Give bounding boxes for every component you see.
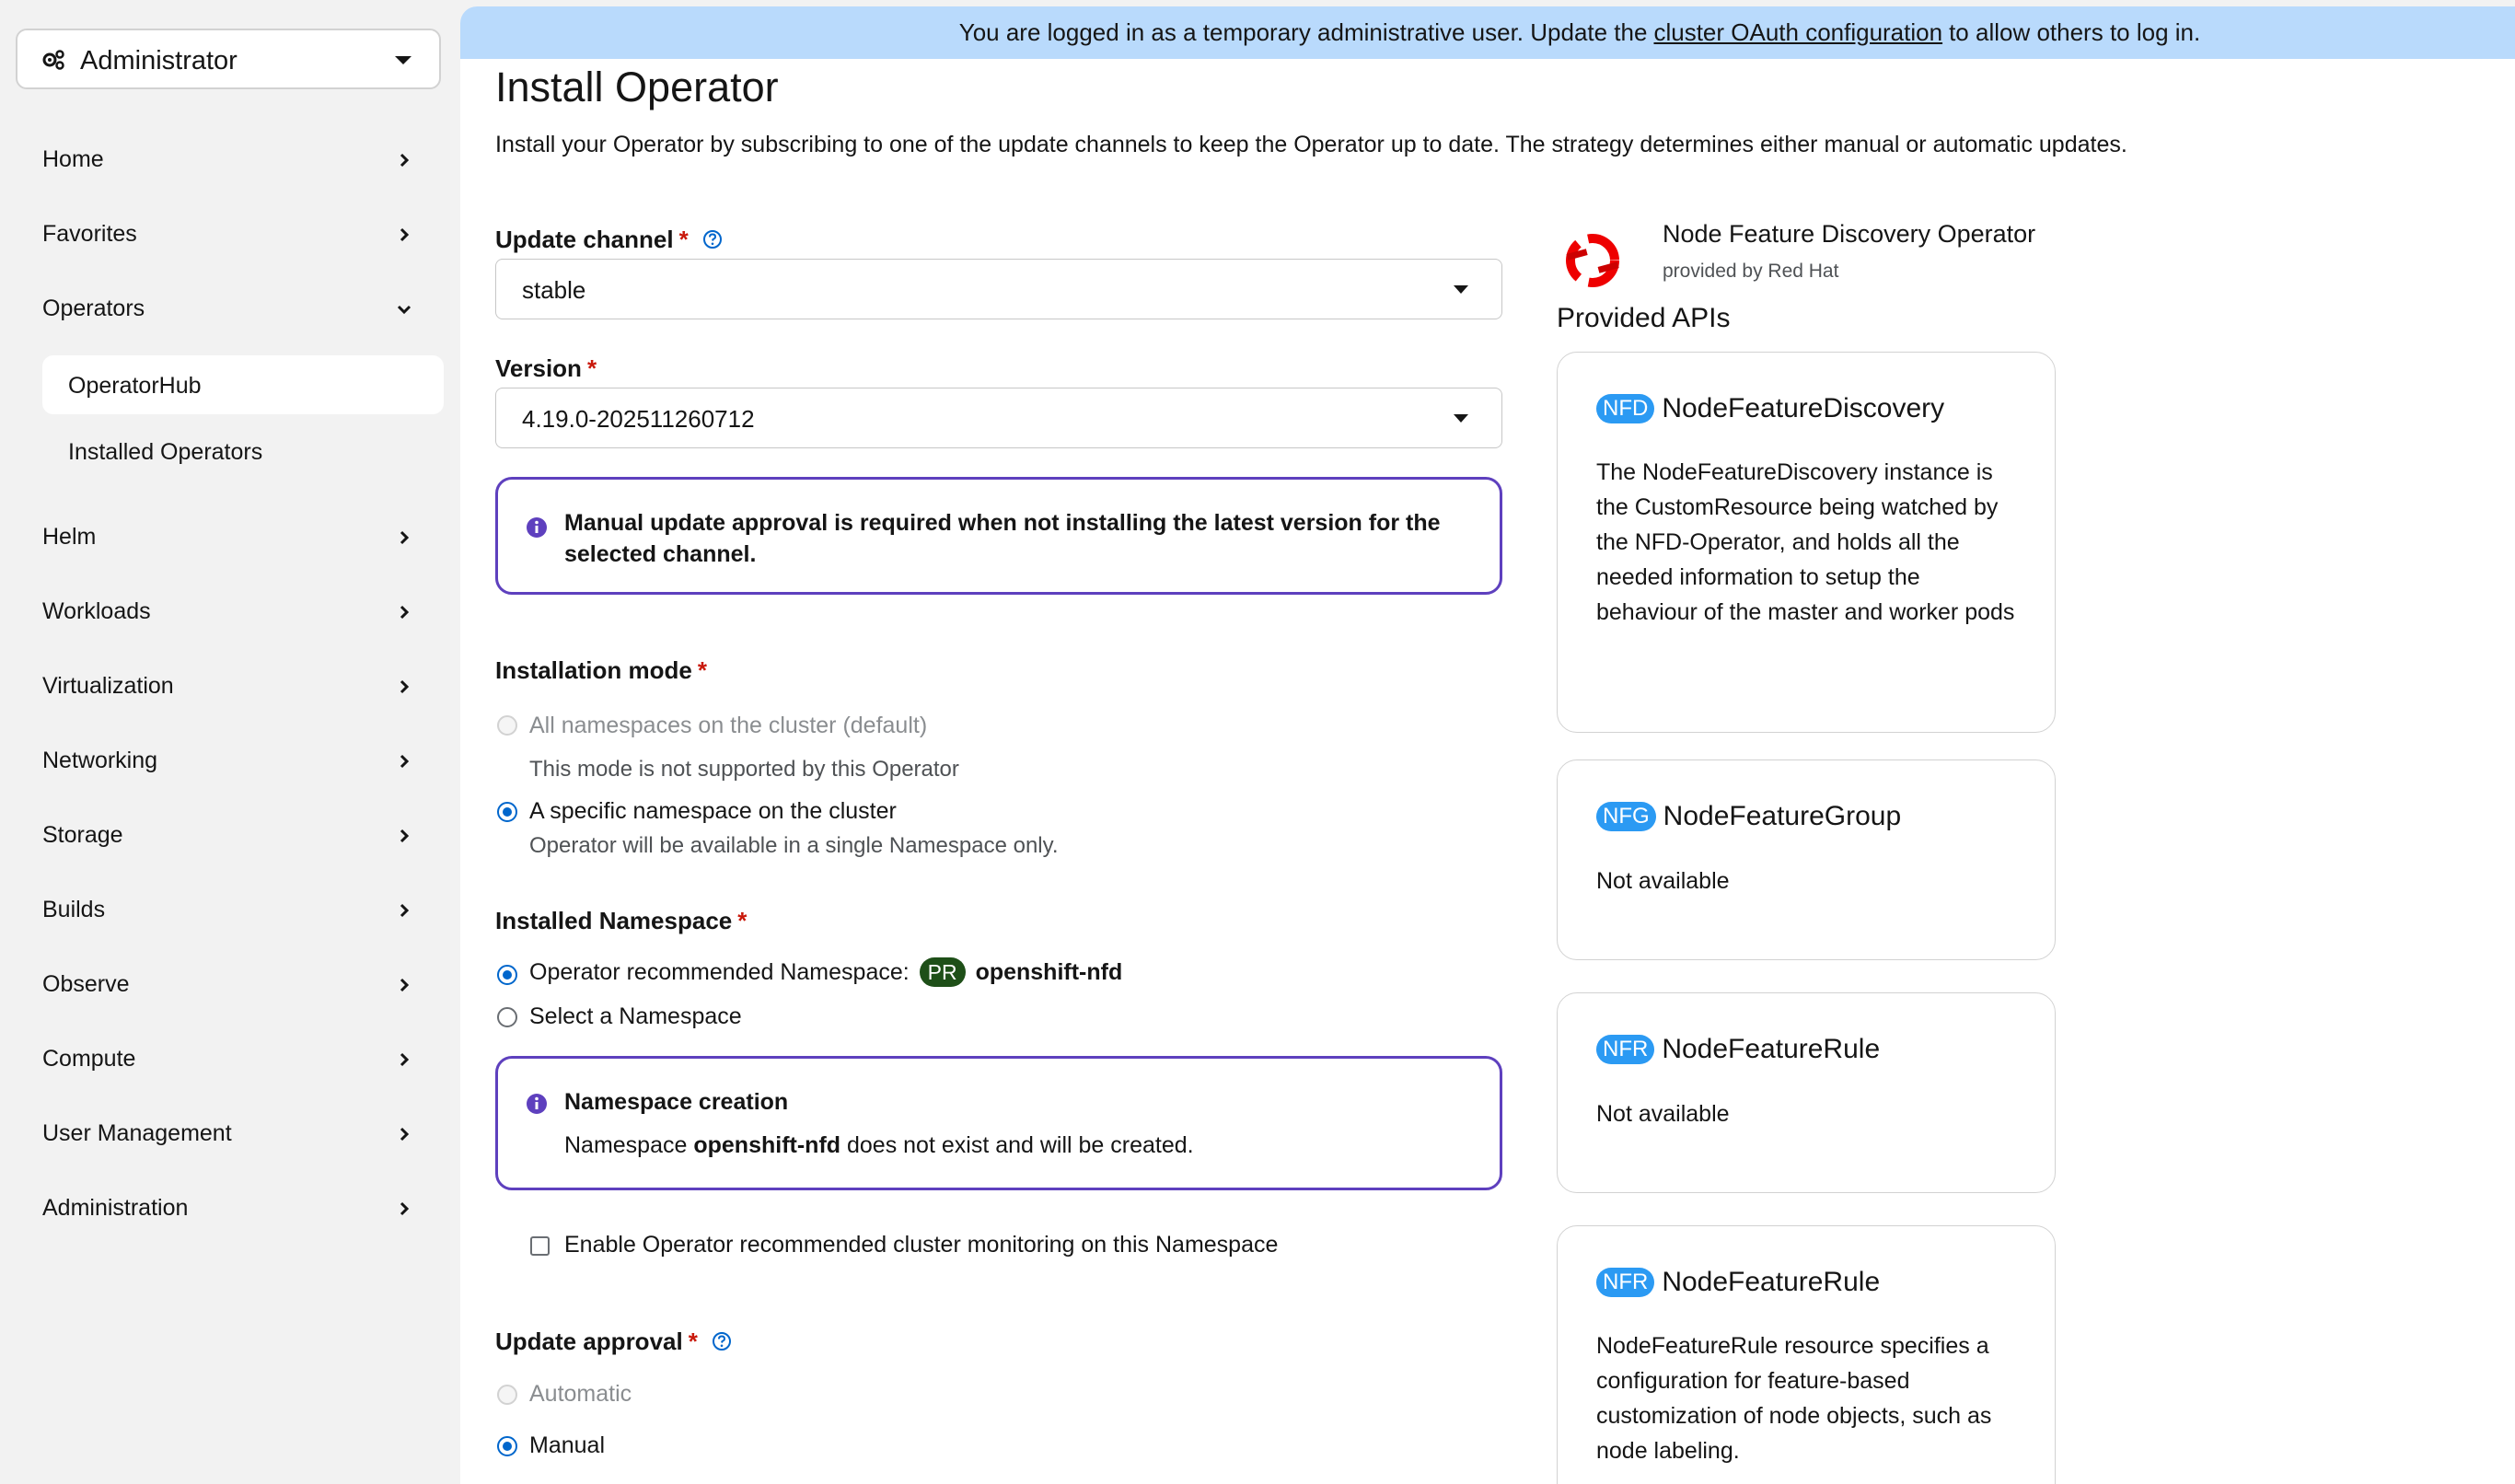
required-mark: *: [688, 1327, 698, 1355]
required-mark: *: [586, 354, 597, 382]
specific-namespace-radio[interactable]: [497, 802, 517, 822]
nav-item-observe[interactable]: [26, 960, 431, 1012]
api-card-title: [1596, 393, 1944, 424]
recommended-namespace-radio[interactable]: [497, 965, 517, 985]
provided-apis-heading: Provided APIs: [1557, 303, 1731, 333]
help-icon[interactable]: [702, 229, 723, 249]
select-namespace-label[interactable]: Select a Namespace: [529, 1003, 742, 1029]
namespace-alert-title: Namespace creation: [564, 1089, 789, 1115]
temporary-admin-banner: [460, 6, 2515, 59]
chevron-down-icon: [394, 299, 414, 319]
chevron-right-icon: [394, 751, 414, 771]
nav-item-virtualization[interactable]: [26, 662, 431, 713]
api-card-title: [1596, 1267, 1880, 1298]
chevron-right-icon: [394, 225, 414, 245]
nav-item-helm[interactable]: [26, 513, 431, 564]
update-channel-select[interactable]: [495, 259, 1502, 319]
all-namespaces-label: All namespaces on the cluster (default): [529, 713, 928, 738]
required-mark: *: [737, 907, 748, 934]
manual-approval-label[interactable]: Manual: [529, 1432, 605, 1458]
nav-item-operators[interactable]: [26, 284, 431, 336]
sidebar-item-operatorhub[interactable]: [42, 355, 444, 414]
update-channel-value: stable: [522, 276, 586, 304]
caret-down-icon: [1454, 414, 1468, 423]
page-title: Install Operator: [495, 64, 779, 110]
namespace-alert-before: Namespace: [564, 1132, 688, 1158]
nav-label: OperatorHub: [68, 373, 202, 399]
nav-label: Installed Operators: [68, 439, 263, 465]
sidebar: [0, 0, 457, 1484]
version-label: [495, 354, 597, 383]
operator-name: Node Feature Discovery Operator: [1663, 220, 2036, 248]
api-badge: NFG: [1596, 802, 1656, 831]
specific-namespace-description: Operator will be available in a single Namespace only.: [529, 833, 1059, 858]
version-label-text: Version: [495, 354, 582, 382]
info-icon: [526, 1093, 548, 1115]
version-select[interactable]: [495, 388, 1502, 448]
version-value: 4.19.0-202511260712: [522, 405, 755, 433]
monitoring-checkbox-label[interactable]: Enable Operator recommended cluster monitoring on this Namespace: [564, 1232, 1279, 1258]
help-icon[interactable]: [712, 1331, 732, 1351]
nav-item-favorites[interactable]: [26, 210, 431, 261]
nav-label: Workloads: [42, 598, 151, 624]
all-namespaces-radio: [497, 715, 517, 736]
main-content: [460, 6, 2515, 1484]
api-card: [1557, 759, 2056, 960]
gear-icon: [41, 48, 65, 72]
update-channel-label: [495, 226, 723, 254]
nav-item-user-management[interactable]: [26, 1109, 431, 1161]
api-name: NodeFeatureRule: [1662, 1034, 1881, 1064]
chevron-right-icon: [394, 1124, 414, 1144]
nav-item-workloads[interactable]: [26, 587, 431, 639]
api-card: [1557, 1225, 2056, 1484]
manual-approval-radio[interactable]: [497, 1436, 517, 1456]
automatic-approval-label: Automatic: [529, 1381, 632, 1407]
page-description: Install your Operator by subscribing to one of the update channels to keep the Operator up to date. The strategy determines either manual or automatic updates.: [495, 132, 2127, 157]
api-badge: NFR: [1596, 1268, 1654, 1297]
recommended-namespace-name: openshift-nfd: [975, 959, 1123, 985]
specific-namespace-label[interactable]: A specific namespace on the cluster: [529, 798, 897, 824]
chevron-right-icon: [394, 1049, 414, 1070]
all-namespaces-description: This mode is not supported by this Operator: [529, 757, 959, 782]
api-card-title: [1596, 1034, 1880, 1065]
nav-item-compute[interactable]: [26, 1035, 431, 1086]
banner-text-after: to allow others to log in.: [1949, 18, 2201, 46]
update-approval-label: [495, 1327, 732, 1356]
chevron-right-icon: [394, 150, 414, 170]
chevron-right-icon: [394, 1199, 414, 1219]
api-name: NodeFeatureGroup: [1663, 801, 1902, 831]
automatic-approval-radio: [497, 1385, 517, 1405]
required-mark: *: [697, 656, 707, 684]
recommended-namespace-label[interactable]: [529, 957, 1122, 987]
nav-label: Favorites: [42, 221, 137, 247]
nav-label: Observe: [42, 971, 130, 997]
project-badge: PR: [920, 957, 966, 987]
recommended-namespace-prefix: Operator recommended Namespace:: [529, 959, 910, 985]
chevron-right-icon: [394, 677, 414, 697]
chevron-right-icon: [394, 826, 414, 846]
nav-item-home[interactable]: [26, 135, 431, 187]
api-badge: NFD: [1596, 394, 1654, 423]
nav-label: Networking: [42, 748, 158, 773]
operator-provider: provided by Red Hat: [1663, 261, 1839, 282]
api-card: [1557, 992, 2056, 1193]
info-icon: [526, 516, 548, 539]
version-approval-alert: [495, 477, 1502, 595]
cluster-oauth-link[interactable]: cluster OAuth configuration: [1653, 18, 1943, 46]
chevron-right-icon: [394, 975, 414, 995]
nav-item-networking[interactable]: [26, 736, 431, 788]
nav-label: Administration: [42, 1195, 189, 1221]
installed-namespace-label: [495, 907, 747, 935]
perspective-label: Administrator: [80, 46, 238, 75]
nav-item-administration[interactable]: [26, 1184, 431, 1235]
api-description: NodeFeatureRule resource specifies a configuration for feature-based customization of node objects, such as node labeling.: [1596, 1333, 1992, 1464]
installed-namespace-label-text: Installed Namespace: [495, 907, 733, 934]
chevron-right-icon: [394, 602, 414, 622]
chevron-right-icon: [394, 900, 414, 921]
update-approval-label-text: Update approval: [495, 1327, 683, 1355]
installation-mode-label-text: Installation mode: [495, 656, 692, 684]
perspective-switcher[interactable]: [16, 29, 441, 89]
nav-item-storage[interactable]: [26, 811, 431, 863]
update-channel-label-text: Update channel: [495, 226, 674, 253]
monitoring-checkbox[interactable]: [530, 1236, 550, 1256]
nav-label: Helm: [42, 524, 97, 550]
api-description: Not available: [1596, 868, 1730, 894]
banner-text-before: You are logged in as a temporary administrative user. Update the: [958, 18, 1648, 46]
nav-label: Virtualization: [42, 673, 174, 699]
namespace-alert-after: does not exist and will be created.: [847, 1132, 1194, 1158]
nav-label: Home: [42, 146, 104, 172]
namespace-alert-ns: openshift-nfd: [693, 1132, 841, 1158]
required-mark: *: [678, 226, 689, 253]
nav-label: Builds: [42, 897, 106, 922]
api-badge: NFR: [1596, 1035, 1654, 1064]
version-alert-text: Manual update approval is required when not installing the latest version for the selected channel.: [564, 510, 1441, 567]
select-namespace-radio[interactable]: [497, 1007, 517, 1027]
chevron-right-icon: [394, 528, 414, 548]
api-name: NodeFeatureRule: [1662, 1267, 1881, 1297]
nav-label: Operators: [42, 296, 145, 321]
sidebar-item-installed-operators[interactable]: [42, 422, 444, 481]
api-name: NodeFeatureDiscovery: [1662, 393, 1945, 423]
nav-label: Storage: [42, 822, 123, 848]
api-description: The NodeFeatureDiscovery instance is the CustomResource being watched by the NFD-Operator, and holds all the needed information to setup the behaviour of the master and worker pods: [1596, 459, 2015, 625]
installation-mode-label: [495, 656, 707, 685]
api-card-title: [1596, 801, 1901, 832]
caret-down-icon: [395, 56, 411, 64]
namespace-creation-alert: [495, 1056, 1502, 1190]
api-card: [1557, 352, 2056, 733]
nav-label: Compute: [42, 1046, 136, 1072]
api-description: Not available: [1596, 1101, 1730, 1127]
openshift-logo: [1558, 224, 1628, 294]
nav-item-builds[interactable]: [26, 886, 431, 937]
nav-label: User Management: [42, 1120, 232, 1146]
caret-down-icon: [1454, 285, 1468, 294]
namespace-alert-body: [564, 1132, 1194, 1159]
